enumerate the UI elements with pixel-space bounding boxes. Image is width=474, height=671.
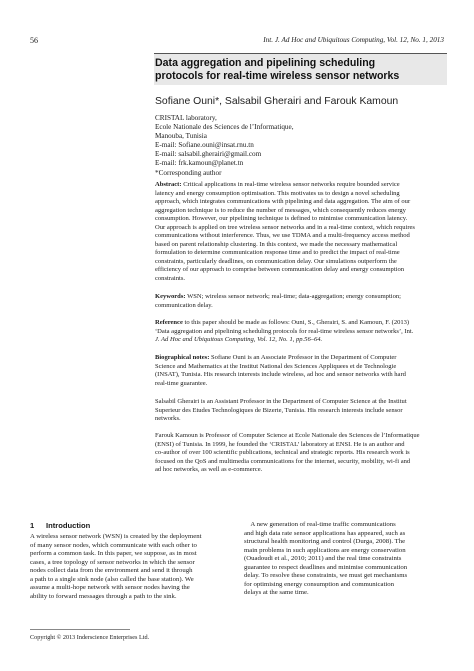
abstract-line: latency and energy consumption optimisation. This motivates us to design a novel scheduling bbox=[155, 189, 400, 197]
keywords-line: communication delay. bbox=[155, 301, 213, 309]
abstract-line: Our approach is applied on tree wireless sensor networks and in a real-time context, which requires bbox=[155, 223, 415, 231]
footer-divider bbox=[30, 629, 130, 630]
bio-line: Sofiane Ouni is an Associate Professor in the Department of Computer bbox=[211, 354, 397, 361]
bio-line: Farouk Kamoun is Professor of Computer Science at Ecole Nationale des Sciences de l’Informatique bbox=[155, 432, 420, 439]
bio-line: focused on the QoS and multimedia communications for the internet, security, mobility, wi-fi and bbox=[155, 457, 411, 465]
body-line: ability to forward messages through a path to the sink. bbox=[30, 592, 177, 600]
journal-header: Int. J. Ad Hoc and Ubiquitous Computing, Vol. 12, No. 1, 2013 bbox=[263, 36, 444, 44]
abstract-line: constraints. bbox=[155, 275, 186, 283]
email-line: E-mail: frk.kamoun@planet.tn bbox=[155, 159, 244, 168]
body-line: assume a multi-hope network with sensor nodes having the bbox=[30, 584, 190, 592]
bio-line: networks. bbox=[155, 415, 181, 423]
corresponding-author-note: *Corresponding author bbox=[155, 168, 222, 177]
bio-line: Superieur des Etudes Technologiques de Bizerte, Tunisia. His research interests include sensor bbox=[155, 406, 403, 414]
body-line: of many sensor nodes, which communicate with each other to bbox=[30, 541, 197, 549]
bio-line: Salsabil Gherairi is an Assistant Professor in the Department of Computer Science at the Institut bbox=[155, 398, 407, 405]
keywords-line: WSN; wireless sensor network; real-time; data-aggregation; energy consumption; bbox=[187, 293, 401, 300]
keywords bbox=[155, 293, 445, 310]
reference-label: Reference bbox=[155, 319, 183, 326]
reference-note bbox=[155, 319, 445, 345]
body-line: structural health monitoring and control (Durga, 2008). The bbox=[244, 538, 406, 546]
abstract-line: consumption. However, our pipelining technique is defined to minimise communication latency. bbox=[155, 215, 408, 223]
body-line: perform a common task. In this paper, we suppose, as in most bbox=[30, 550, 197, 558]
reference-line: J. Ad Hoc and Ubiquitous Computing, Vol. 12, No. 1, pp.56–64. bbox=[155, 336, 323, 344]
bio-label: Biographical notes: bbox=[155, 354, 210, 361]
copyright-notice: Copyright © 2013 Inderscience Enterprises Ltd. bbox=[30, 634, 150, 641]
affiliation-line: Manouba, Tunisia bbox=[155, 132, 207, 141]
abstract-line: constraints, particularly deadlines, on communication delay. Our simulations outperform the bbox=[155, 257, 397, 265]
bio-line: real-time guarantee. bbox=[155, 379, 208, 387]
bio-kamoun bbox=[155, 432, 445, 475]
body-line: a path to a single sink node (also called the base station). We bbox=[30, 575, 194, 583]
authors: Sofiane Ouni*, Salsabil Gherairi and Farouk Kamoun bbox=[155, 96, 399, 107]
bio-line: ad hoc networks, as well as e-commerce. bbox=[155, 466, 263, 474]
paper-title bbox=[154, 53, 447, 85]
abstract-line: aggregation technique is to reduce the number of messages, which consequently reduces energy bbox=[155, 206, 406, 214]
abstract bbox=[155, 181, 445, 284]
affiliation-line: CRISTAL laboratory, bbox=[155, 114, 217, 122]
reference-line: ‘Data aggregation and pipelining scheduling protocols for real-time wireless sensor networks’, Int. bbox=[155, 327, 414, 335]
body-line: nodes collect data from the environment and send it through bbox=[30, 567, 193, 575]
title-line: protocols for real-time wireless sensor networks bbox=[155, 69, 400, 82]
affiliation bbox=[155, 114, 294, 178]
bio-line: (INSAT), Tunisia. His research interests include wireless, ad hoc and sensor networks with hard bbox=[155, 371, 406, 379]
section-heading bbox=[30, 521, 90, 530]
abstract-line: formulation to determine communication response time and to predict the impact of real-time bbox=[155, 249, 400, 257]
intro-left-column bbox=[30, 533, 230, 601]
email-line: E-mail: Sofiane.ouni@insat.rnu.tn bbox=[155, 141, 254, 150]
bio-line: (ENSI) of Tunisia. In 1999, he founded the ‘CRISTAL’ laboratory at ENSI. He is an author and bbox=[155, 440, 405, 448]
abstract-line: based on parent relationship clustering. In this context, we made the necessary mathematical bbox=[155, 240, 398, 248]
abstract-line: Critical applications in real-time wireless sensor networks require bounded service bbox=[183, 181, 400, 188]
body-line: A new generation of real-time traffic communications bbox=[244, 521, 396, 528]
body-line: for optimising energy consumption and communication bbox=[244, 580, 395, 588]
title-line: Data aggregation and pipelining scheduling bbox=[155, 57, 376, 69]
bio-line: Science and Mathematics at the Institut National des Sciences Appliquees et de Technologie bbox=[155, 362, 397, 370]
section-title: Introduction bbox=[46, 521, 91, 530]
body-line: cases, a tree topology of sensor networks in which the sensor bbox=[30, 558, 195, 566]
body-line: delay. To resolve these constraints, we must get mechanisms bbox=[244, 572, 408, 580]
abstract-line: efficiency of our approach to comprise between communication delay and energy consumption bbox=[155, 266, 405, 274]
biographical-notes bbox=[155, 354, 445, 388]
bio-gherairi bbox=[155, 398, 445, 424]
body-line: main problems in such applications are energy conservation bbox=[244, 546, 406, 554]
body-line: and high data rate sensor applications has appeared, such as bbox=[244, 529, 406, 537]
page-number: 56 bbox=[30, 36, 38, 45]
affiliation-line: Ecole Nationale des Sciences de l’Informatique, bbox=[155, 123, 294, 132]
abstract-line: communications without interference. Thus, we use TDMA and a multi-frequency access method bbox=[155, 232, 410, 240]
keywords-label: Keywords: bbox=[155, 293, 186, 300]
body-line: (Ouadoudi et al., 2010; 2011) and the real time constraints bbox=[244, 555, 402, 563]
email-line: E-mail: salsabil.gherairi@gmail.com bbox=[155, 150, 262, 159]
abstract-line: approach, which integrates communications with pipelining and data aggregation. The aim of our bbox=[155, 198, 411, 206]
intro-right-column bbox=[244, 521, 446, 598]
reference-line: to this paper should be made as follows: Ouni, S., Gherairi, S. and Kamoun, F. (2013) bbox=[184, 319, 410, 326]
body-line: guarantee to respect deadlines and minimise communication bbox=[244, 563, 408, 571]
bio-line: co-author of over 100 scientific publications, technical and strategic reports. His research work is bbox=[155, 449, 410, 457]
section-number: 1 bbox=[30, 521, 35, 530]
abstract-label: Abstract: bbox=[155, 181, 182, 188]
body-line: A wireless sensor network (WSN) is created by the deployment bbox=[30, 533, 202, 540]
body-line: delays at the same time. bbox=[244, 589, 309, 597]
